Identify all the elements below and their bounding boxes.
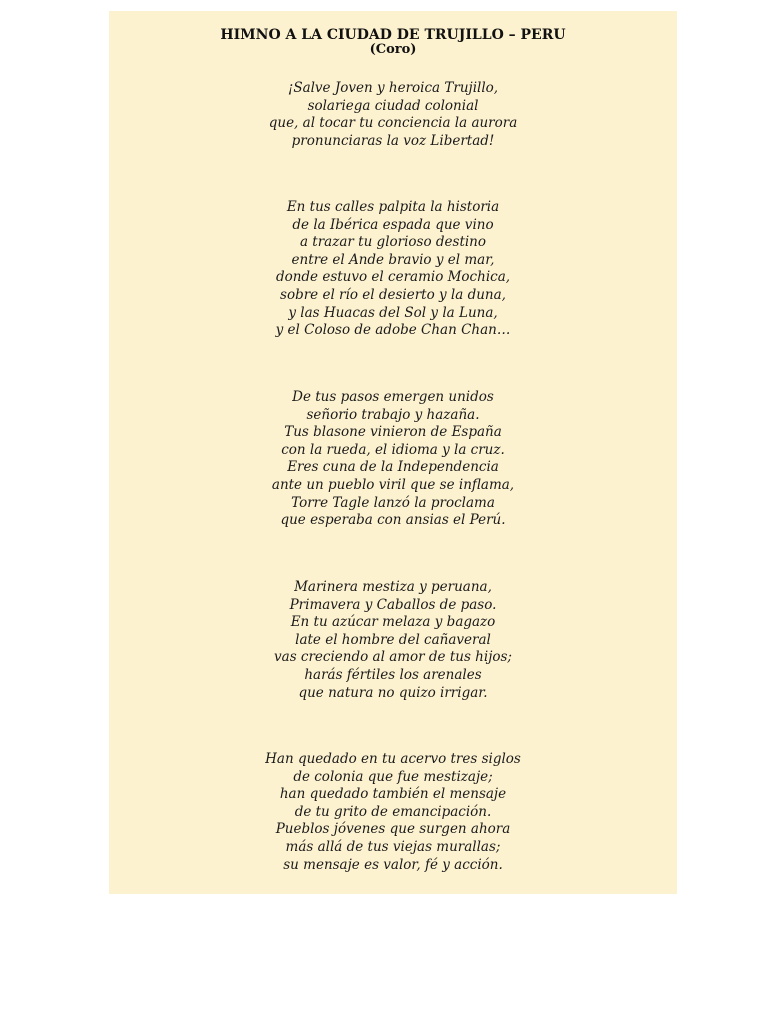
verse-line: entre el Ande bravio y el mar, [291, 251, 495, 268]
stanza-4 [109, 579, 677, 702]
hymn-title: HIMNO A LA CIUDAD DE TRUJILLO – PERU [220, 27, 566, 43]
verse-line: vas creciendo al amor de tus hijos; [274, 649, 512, 666]
verse-line: más allá de tus viejas murallas; [285, 838, 501, 855]
verse-line: Marinera mestiza y peruana, [294, 579, 492, 595]
verse-line: y el Coloso de adobe Chan Chan… [275, 322, 511, 339]
verse-line: En tus calles palpita la historia [286, 199, 500, 215]
verse-line: de la Ibérica espada que vino [292, 216, 494, 233]
hymn-subtitle: (Coro) [369, 42, 417, 57]
verse-line: harás fértiles los arenales [304, 666, 482, 683]
verse-line: Han quedado en tu acervo tres siglos [265, 751, 521, 767]
verse-line: y las Huacas del Sol y la Luna, [288, 304, 498, 321]
verse-line: ¡Salve Joven y heroica Trujillo, [287, 80, 499, 96]
verse-line: En tu azúcar melaza y bagazo [290, 614, 496, 631]
stanza-3 [109, 389, 677, 530]
verse-line: de tu grito de emancipación. [294, 803, 492, 820]
verse-line: Torre Tagle lanzó la proclama [291, 494, 495, 511]
verse-line: ante un pueblo viril que se inflama, [271, 476, 515, 493]
stanza-1 [109, 80, 677, 150]
verse-line: De tus pasos emergen unidos [292, 389, 494, 405]
verse-line: pronunciaras la voz Libertad! [291, 132, 495, 149]
verse-line: que, al tocar tu conciencia la aurora [268, 115, 518, 132]
verse-line: Pueblos jóvenes que surgen ahora [275, 821, 511, 838]
verse-line: Eres cuna de la Independencia [287, 459, 499, 476]
verse-line: donde estuvo el ceramio Mochica, [275, 269, 511, 286]
verse-line: que esperaba con ansias el Perú. [280, 512, 506, 529]
stanza-2 [109, 199, 677, 340]
verse-line: han quedado también el mensaje [279, 786, 507, 803]
verse-line: Tus blasone vinieron de España [284, 424, 502, 441]
document-page [109, 11, 677, 894]
stanza-5 [109, 751, 677, 874]
verse-line: Primavera y Caballos de paso. [289, 596, 497, 613]
verse-line: su mensaje es valor, fé y acción. [283, 856, 503, 873]
verse-line: que natura no quizo irrigar. [298, 684, 488, 701]
verse-line: late el hombre del cañaveral [295, 631, 491, 648]
verse-line: con la rueda, el idioma y la cruz. [281, 441, 505, 458]
verse-line: sobre el río el desierto y la duna, [280, 286, 506, 303]
verse-line: a trazar tu glorioso destino [299, 234, 487, 251]
verse-line: solariega ciudad colonial [307, 97, 479, 114]
verse-line: señorio trabajo y hazaña. [306, 406, 480, 423]
verse-line: de colonia que fue mestizaje; [293, 768, 493, 785]
